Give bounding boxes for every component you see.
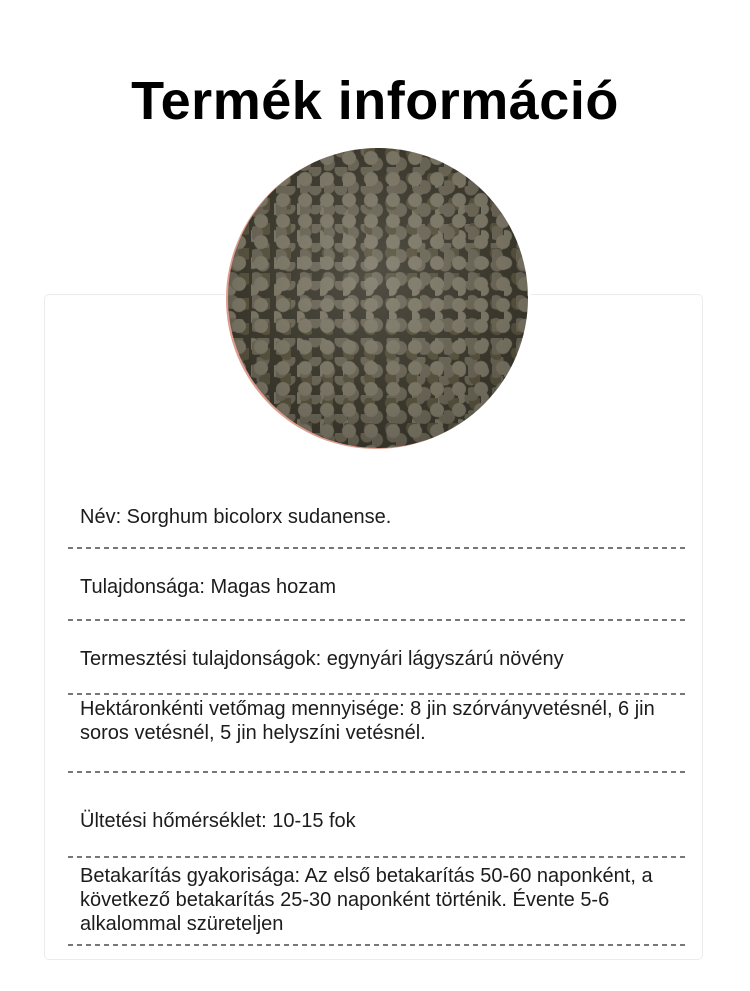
dashed-divider <box>68 693 688 695</box>
dashed-divider <box>68 619 688 621</box>
dashed-divider <box>68 771 688 773</box>
dashed-divider <box>68 547 688 549</box>
planting-temperature-text: Ültetési hőmérséklet: 10-15 fok <box>80 810 356 832</box>
dashed-divider <box>68 856 688 858</box>
trait-text: Tulajdonsága: Magas hozam <box>80 576 337 598</box>
growing-trait-text: Termesztési tulajdonságok: egynyári lágyszárú növény <box>80 648 564 670</box>
seeding-rate-text: Hektáronkénti vetőmag mennyisége: 8 jin szórványvetésnél, 6 jin soros vetésnél, 5 jin helyszíni vetésnél. <box>80 698 655 744</box>
product-name-text: Név: Sorghum bicolorx sudanense. <box>80 506 392 528</box>
harvest-frequency-text: Betakarítás gyakorisága: Az első betakarítás 50-60 naponként, a következő betakarítás 25-30 naponként történik. Évente 5-6 alkalommal szüreteljen <box>80 865 653 935</box>
dashed-divider <box>68 944 688 946</box>
product-photo-seeds <box>228 148 528 448</box>
page-title: Termék információ <box>131 71 619 131</box>
